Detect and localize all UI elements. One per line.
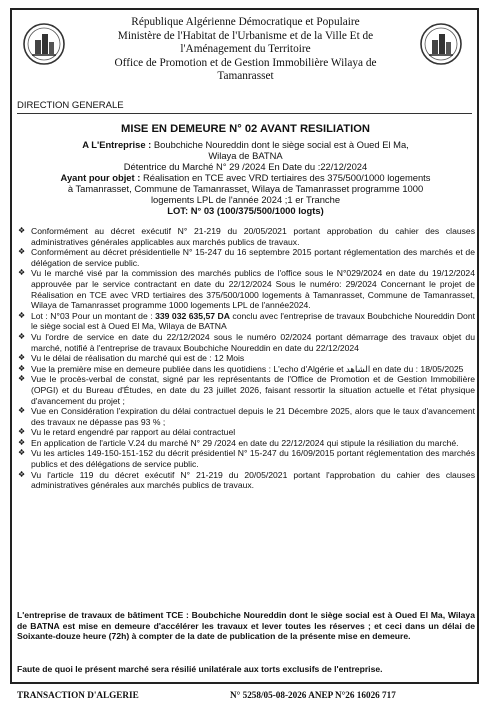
footer-reference: N° 5258/05-08-2026 ANEP N°26 16026 717 — [230, 690, 396, 700]
objet-line — [30, 172, 461, 183]
footer-publisher: TRANSACTION D'ALGERIE — [17, 690, 139, 700]
list-item: ❖ Vu les articles 149-150-151-152 du décrit présidentiel N° 15-247 du 16/09/2015 portant réglementation des marchés publics et des délégations de service public. — [18, 448, 475, 470]
diamond-bullet-icon: ❖ — [18, 363, 26, 373]
divider — [17, 113, 472, 114]
list-item: ❖ Vu l'ordre de service en date du 22/12/2024 sous le numéro 02/2024 portant démarrage des travaux objet du marché, notifié à l'entreprise de travaux Boubchiche Noureddin en date du 22/12/2024 — [18, 331, 475, 353]
consequence-paragraph: Faute de quoi le présent marché sera résilié unilatérale aux torts exclusifs de l'entreprise. — [17, 664, 383, 674]
list-item: ❖ Vue le procès-verbal de constat, signé par les représentants de l'Office de Promotion et de Gestion Immobilière (OPGI) et du Bureau d'Études, en date du 23 juillet 2026, faisant ressortir la situation actuelle et l'état physique d'avancement du projet ; — [18, 374, 475, 406]
diamond-bullet-icon: ❖ — [18, 448, 26, 458]
diamond-bullet-icon: ❖ — [18, 469, 26, 479]
considerations-list — [17, 226, 475, 491]
diamond-bullet-icon: ❖ — [18, 226, 26, 235]
header-line-1: République Algérienne Démocratique et Populaire — [131, 16, 360, 28]
list-item: ❖ Vue en Considération l'expiration du délai contractuel depuis le 21 Décembre 2025, alors que le taux d'avancement des travaux ne dépasse pas 93 % ; — [18, 406, 475, 427]
objet-label: Ayant pour objet : — [60, 172, 141, 183]
list-item: ❖ Vu le délai de réalisation du marché qui est de : 12 Mois — [18, 353, 245, 364]
diamond-bullet-icon: ❖ — [18, 353, 26, 363]
list-item: ❖ Conformément au décret présidentielle N° 15-247 du 16 septembre 2015 portant réglementation des marchés et de délégation de service public. — [18, 247, 475, 268]
list-item: ❖ Vu le marché visé par la commission des marchés publics de l'office sous le N°029/2024 en date du 19/12/2024 approuvée par le service contractant en date du 22/12/2024 Sous le numéro: 29/2024 Concernant le projet de Réalisation en TCE avec VRD tertiaires des 375/500/1000 logements à Tamanrasset, Commune de Tamanrasset, Wilaya de Tamanrasset programme 1000 logements LPL de l'année2024. — [18, 268, 475, 311]
objet-text-3: logements LPL de l'année 2024 ;1 er Tranche — [150, 194, 341, 205]
demand-paragraph: L'entreprise de travaux de bâtiment TCE : Boubchiche Noureddin dont le siège social est à Oued El Ma, Wilaya de BATNA est mise en demeure d'accélérer les travaux et lever toutes les réserves ; et ceci dans un délai de Soixante-douze heure (72h) à compter de la date de publication de la présente mise en demeure. — [17, 610, 475, 642]
notice-title: MISE EN DEMEURE N° 02 AVANT RESILIATION — [121, 123, 370, 135]
diamond-bullet-icon: ❖ — [18, 437, 26, 447]
detentrice-line: Détentrice du Marché N° 29 /2024 En Date du :22/12/2024 — [123, 161, 368, 172]
diamond-bullet-icon: ❖ — [18, 247, 26, 257]
opgi-emblem-icon — [419, 22, 463, 66]
diamond-bullet-icon: ❖ — [18, 374, 26, 384]
diamond-bullet-icon: ❖ — [18, 310, 26, 320]
entreprise-text-1: Boubchiche Noureddin dont le siège social est à Oued El Ma, — [153, 139, 409, 150]
entreprise-line — [60, 139, 431, 150]
header-line-5: Tamanrasset — [217, 70, 274, 83]
list-item: ❖ Vu l'article 119 du décret exécutif N° 21-219 du 20/05/2021 portant l'approbation du cahier des clauses administratives générales aux marchés publics de travaux. — [18, 469, 475, 491]
opgi-emblem-icon — [22, 22, 66, 66]
objet-text-2: à Tamanrasset, Commune de Tamanrasset, Wilaya de Tamanrasset programme 1000 — [67, 183, 424, 194]
header-line-3: l'Aménagement du Territoire — [180, 43, 311, 56]
objet-text-1: Réalisation en TCE avec VRD tertiaires des 375/500/1000 logements — [142, 172, 431, 183]
diamond-bullet-icon: ❖ — [18, 331, 26, 341]
entreprise-text-2: Wilaya de BATNA — [208, 150, 283, 161]
diamond-bullet-icon: ❖ — [18, 427, 26, 437]
list-item: ❖ Vue la première mise en demeure publiée dans les quotidiens : L'echo d'Algérie et الشاهد en date du : 18/05/2025 — [18, 363, 464, 374]
lot-line: LOT: N° 03 (100/375/500/1000 logts) — [167, 205, 324, 216]
issuer-header — [80, 16, 411, 84]
diamond-bullet-icon: ❖ — [18, 406, 26, 416]
header-line-2: Ministère de l'Habitat de l'Urbanisme et de la Ville Et de — [117, 29, 374, 42]
list-item: ❖ Vu le retard engendré par rapport au délai contractuel — [18, 427, 236, 438]
diamond-bullet-icon: ❖ — [18, 268, 26, 278]
list-item: ❖ En application de l'article V.24 du marché N° 29 /2024 en date du 22/12/2024 qui stipule la résiliation du marché. — [18, 437, 459, 448]
contract-amount: 339 032 635,57 DA — [155, 310, 230, 321]
header-line-4: Office de Promotion et de Gestion Immobilière Wilaya de — [114, 56, 377, 69]
list-item: ❖ Conformément au décret exécutif N° 21-219 du 20/05/2021 portant approbation du cahier des clauses administratives générales applicables aux marchés publics de travaux. — [18, 226, 475, 247]
entreprise-label: A L'Entreprise : — [82, 139, 152, 150]
list-item: ❖ Lot : N°03 Pour un montant de : 339 032 635,57 DA conclu avec l'entreprise de travaux Boubchiche Noureddin Dont le siège social est à Oued El Ma, Wilaya de BATNA — [18, 310, 475, 332]
direction-label: DIRECTION GENERALE — [17, 100, 124, 111]
